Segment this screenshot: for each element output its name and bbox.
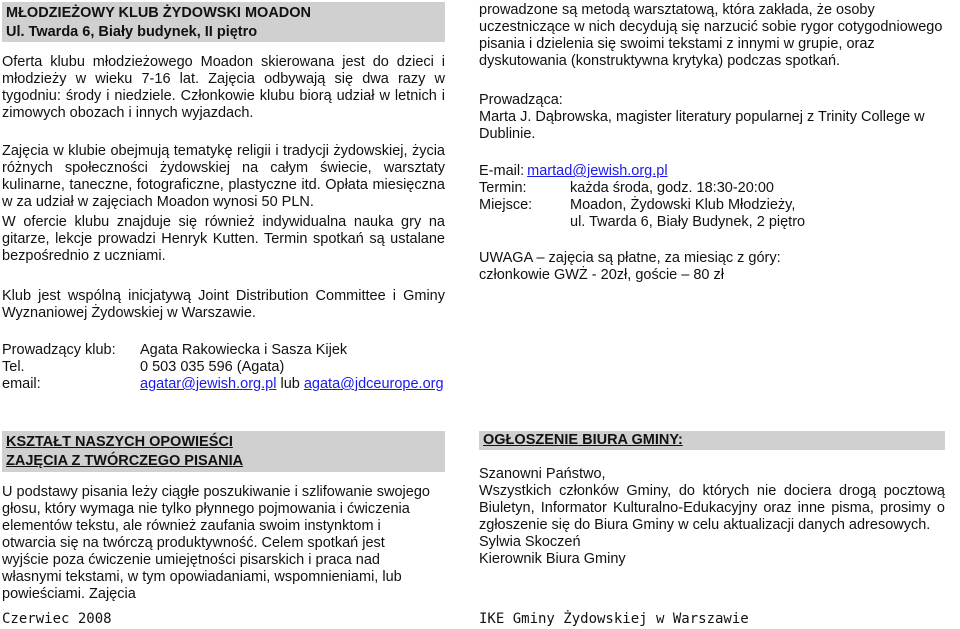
workshop-paragraph: U podstawy pisania leży ciągłe poszukiwanie i szlifowanie swojego głosu, który wymaga nie tylko płynnego pojmowania i ćwiczenia elementów tekstu, ale również zaufania swoim instynktom i otwarcia się na twórczą produktywność. Celem spotkań jest wyjście poza ćwiczenie umiejętności pisarskich i praca nad własnymi tekstami, w tym opowiadaniami, wspomnieniami, lub powieściami. Zajęcia [2, 484, 430, 602]
announcement-header-box [479, 431, 945, 450]
club-email-link-2[interactable]: agata@jdceurope.org [303, 376, 444, 392]
announcement-header: OGŁOSZENIE BIURA GMINY: [483, 432, 683, 448]
club-email-row [2, 376, 445, 393]
club-initiative-paragraph: Klub jest wspólną inicjatywą Joint Distribution Committee i Gminy Wyznaniowej Żydowskiej w Warszawie. [2, 288, 445, 321]
footer-publisher: IKE Gminy Żydowskiej w Warszawie [479, 611, 749, 627]
announcement-body: Wszystkich członków Gminy, do których nie dociera drogą pocztową Biuletyn, Informator Kulturalno-Edukacyjny oraz inne pisma, prosimy o zgłoszenie się do Biura Gminy w celu aktualizacji danych adresowych. [479, 483, 945, 533]
club-tel-value: 0 503 035 596 (Agata) [140, 359, 285, 375]
announcement-signature-name: Sylwia Skoczeń [479, 534, 581, 550]
workshop-place-value-1: Moadon, Żydowski Klub Młodzieży, [570, 197, 796, 213]
club-leader-value: Agata Rakowiecka i Sasza Kijek [140, 342, 348, 358]
club-header-title: MŁODZIEŻOWY KLUB ŻYDOWSKI MOADON [6, 5, 312, 21]
workshop-header-title: KSZTAŁT NASZYCH OPOWIEŚCI [6, 434, 233, 450]
club-email-link-1[interactable]: agatar@jewish.org.pl [140, 376, 277, 392]
club-leader-row [2, 342, 445, 359]
club-tel-label: Tel. [2, 359, 25, 375]
workshop-lead-block [479, 92, 945, 143]
workshop-details [479, 163, 945, 231]
workshop-email-link[interactable]: martad@jewish.org.pl [527, 163, 668, 179]
club-tel-row [2, 359, 445, 376]
workshop-term-label: Termin: [479, 180, 527, 196]
footer-date: Czerwiec 2008 [2, 611, 112, 627]
club-contact-block [2, 342, 445, 393]
club-guitar-paragraph: W ofercie klubu znajduje się również indywidualna nauka gry na gitarze, lekcje prowadzi Henryk Kutten. Termin spotkań są ustalane bezpośrednio z uczniami. [2, 214, 445, 264]
club-leader-label: Prowadzący klub: [2, 342, 116, 358]
workshop-place-row-2 [479, 214, 945, 231]
workshop-place-label: Miejsce: [479, 197, 533, 213]
announcement-body-block [479, 466, 945, 568]
workshop-term-value: każda środa, godz. 18:30-20:00 [570, 180, 774, 196]
workshop-payment-notice: UWAGA – zajęcia są płatne, za miesiąc z góry: członkowie GWŻ - 20zł, goście – 80 zł [479, 250, 781, 283]
workshop-lead-value: Marta J. Dąbrowska, magister literatury popularnej z Trinity College w Dublinie. [479, 109, 925, 142]
workshop-email-label: E-mail: [479, 163, 525, 179]
workshop-term-row [479, 180, 945, 197]
workshop-place-value-2: ul. Twarda 6, Biały Budynek, 2 piętro [570, 214, 806, 230]
club-intro-paragraph: Oferta klubu młodzieżowego Moadon skierowana jest do dzieci i młodzieży w wieku 7-16 lat. Zajęcia odbywają się dwa razy w tygodniu: środy i niedziele. Członkowie klubu biorą udział w letnich i zimowych obozach i innych wyjazdach. [2, 54, 445, 121]
club-email-separator: lub [276, 376, 304, 392]
announcement-greeting: Szanowni Państwo, [479, 466, 606, 482]
workshop-place-row [479, 197, 945, 214]
workshop-lead-label: Prowadząca: [479, 92, 563, 108]
workshop-email-row [479, 163, 945, 180]
club-header-address: Ul. Twarda 6, Biały budynek, II piętro [6, 24, 258, 40]
announcement-signature-title: Kierownik Biura Gminy [479, 551, 626, 567]
club-email-label: email: [2, 376, 41, 392]
workshop-continuation: prowadzone są metodą warsztatową, która zakłada, że osoby uczestniczące w nich decydują się narzucić sobie rygor cotygodniowego pisania i dzielenia się swoimi tekstami z innymi w grupie, oraz dyskutowania (konstruktywna krytyka) podczas spotkań. [479, 2, 943, 69]
workshop-header-box [2, 431, 445, 472]
club-header-box [2, 2, 445, 42]
club-activities-paragraph: Zajęcia w klubie obejmują tematykę religii i tradycji żydowskiej, życia różnych społeczności żydowskiej na całym świecie, warsztaty kulinarne, taneczne, fotograficzne, plastyczne itd. Opłata miesięczna w za udział w zajęciach Moadon wynosi 50 PLN. [2, 143, 445, 210]
workshop-header-subtitle: ZAJĘCIA Z TWÓRCZEGO PISANIA [6, 453, 244, 469]
